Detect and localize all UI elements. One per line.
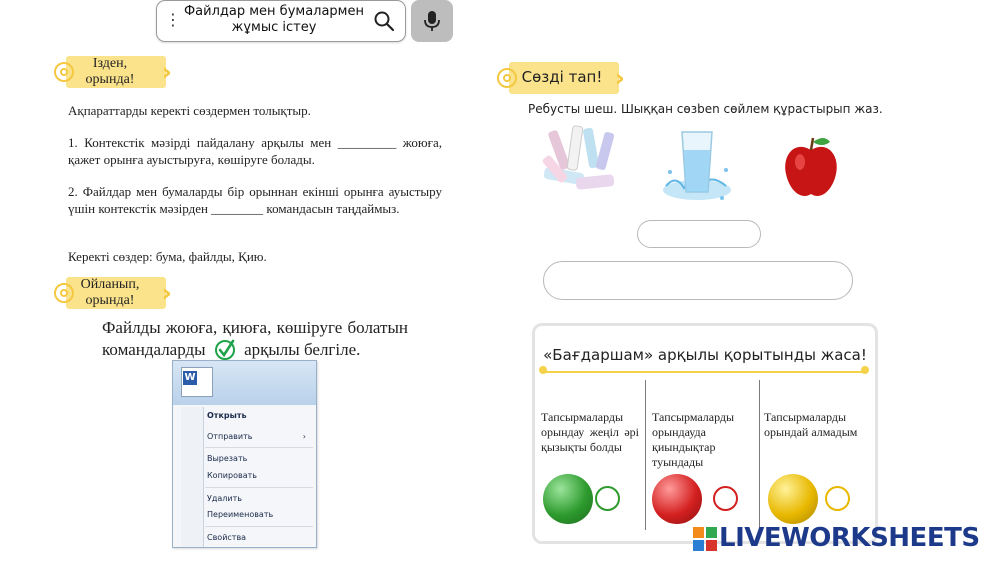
- search-title: Файлдар мен бумалармен жұмыс істеу: [183, 4, 364, 35]
- menu-separator: [205, 487, 313, 488]
- context-menu: [172, 360, 317, 548]
- chalk-picture-icon: [540, 124, 624, 198]
- panel-title: «Бағдаршам» арқылы қорытынды жаса!: [543, 346, 867, 364]
- task-text-part-a: Файлды жоюға, қиюға, көшіруге болатын командаларды: [102, 318, 408, 359]
- yellow-choice-circle[interactable]: [825, 486, 850, 511]
- reflection-panel: [532, 323, 878, 544]
- green-choice-circle[interactable]: [595, 486, 620, 511]
- submenu-arrow-icon: ›: [302, 432, 306, 441]
- section-badge-think: [54, 277, 186, 309]
- menu-item-properties[interactable]: Свойства: [207, 533, 247, 542]
- liveworksheets-logo: [693, 523, 993, 553]
- yellow-light-icon: [768, 474, 818, 524]
- section-badge-search: [54, 56, 186, 88]
- red-light-icon: [652, 474, 702, 524]
- menu-item-send[interactable]: [207, 432, 312, 441]
- rebus-instruction: Ребусты шеш. Шыққан сөзben сөйлем құрастырып жаз.: [528, 102, 883, 116]
- green-light-icon: [543, 474, 593, 524]
- menu-item-cut[interactable]: Вырезать: [207, 454, 248, 463]
- question-2: 2. Файлдар мен бумаларды бір орыннан екінші орынға ауыстыру үшін контекстік мәзірден ________ командасын таңдаймыз.: [68, 184, 442, 216]
- checkmark-icon: [214, 338, 236, 360]
- question-1: 1. Контекстік мәзірді пайдалану арқылы мен _________ жоюға, қажет орынға ауыстыруға, көшіруге болады.: [68, 135, 442, 167]
- word-bank: Керекті сөздер: бума, файлды, Қию.: [68, 249, 267, 264]
- column-fail-text: Тапсырмаларды орындай алмадым: [764, 410, 858, 439]
- menu-dots-icon[interactable]: ⋮: [165, 10, 181, 29]
- microphone-button[interactable]: [411, 0, 453, 42]
- logo-mark-icon: [693, 527, 717, 551]
- microphone-icon: [423, 10, 441, 32]
- column-divider: [759, 380, 760, 530]
- search-bar[interactable]: [156, 0, 406, 42]
- column-easy-text: Тапсырмаларды орындау жеңіл әрі қызықты болды: [541, 410, 639, 454]
- task-text: [102, 317, 408, 360]
- column-divider: [645, 380, 646, 530]
- rule-dot: [539, 366, 547, 374]
- task-text-part-c: белгіле.: [303, 340, 361, 359]
- task-text-part-b: арқылы: [244, 340, 300, 359]
- red-choice-circle[interactable]: [713, 486, 738, 511]
- menu-item-rename[interactable]: Переименовать: [207, 510, 274, 519]
- answer-word-field[interactable]: [637, 220, 761, 248]
- menu-item-copy[interactable]: Копировать: [207, 471, 257, 480]
- section-badge-find-word: [497, 62, 639, 94]
- badge-label: Ойланып, орында!: [80, 277, 140, 308]
- badge-label: Сөзді тап!: [521, 68, 603, 86]
- logo-text: LIVEWORKSHEETS: [719, 523, 980, 553]
- instruction-text: Ақпараттарды керекті сөздермен толықтыр.: [68, 103, 311, 118]
- menu-item-open[interactable]: Открыть: [207, 411, 247, 420]
- water-glass-picture-icon: [656, 124, 738, 206]
- menu-separator: [205, 447, 313, 448]
- column-hard-text: Тапсырмаларды орындауда қиындықтар туындады: [652, 410, 735, 469]
- menu-icon-gutter: [181, 407, 204, 547]
- context-menu-header: [173, 361, 316, 405]
- rule-dot: [861, 366, 869, 374]
- word-document-icon: W: [181, 367, 213, 397]
- search-icon[interactable]: [373, 10, 395, 32]
- menu-item-label: Отправить: [207, 432, 253, 441]
- panel-rule: [545, 371, 863, 373]
- apple-picture-icon: [782, 134, 840, 200]
- answer-sentence-field[interactable]: [543, 261, 853, 300]
- menu-item-delete[interactable]: Удалить: [207, 494, 242, 503]
- badge-label: Ізден, орында!: [85, 56, 135, 87]
- menu-separator: [205, 526, 313, 527]
